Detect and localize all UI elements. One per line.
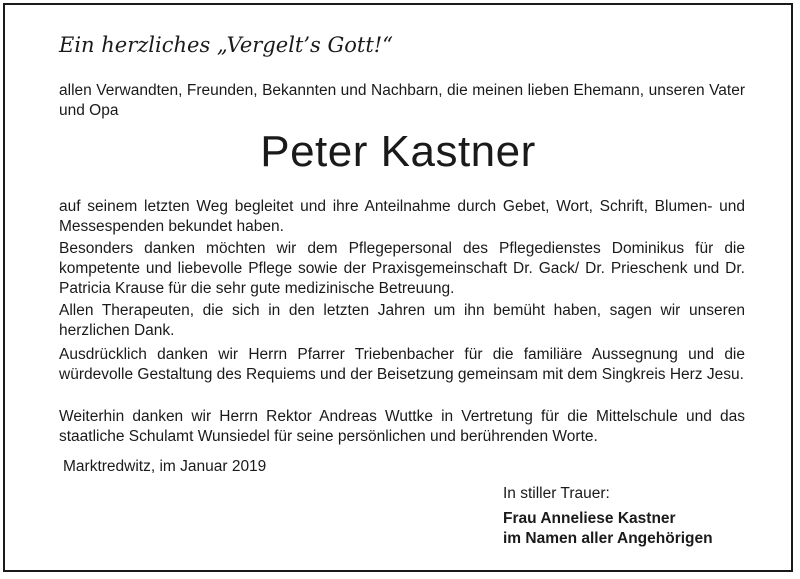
paragraph-5: Weiterhin danken wir Herrn Rektor Andreas Wuttke in Vertretung für die Mittelschule und das staatliche Schulamt Wunsiedel für seine persönlichen und berührenden Worte.	[59, 408, 745, 445]
intro-text: allen Verwandten, Freunden, Bekannten und Nachbarn, die meinen lieben Ehemann, unseren Vater und Opa	[59, 82, 745, 119]
obituary-card	[3, 3, 793, 572]
paragraph-1: auf seinem letzten Weg begleitet und ihre Anteilnahme durch Gebet, Wort, Schrift, Blumen- und Messespenden bekundet haben.	[59, 198, 745, 235]
paragraph-3: Allen Therapeuten, die sich in den letzten Jahren um ihn bemüht haben, sagen wir unseren herzlichen Dank.	[59, 302, 745, 339]
signature-name: Frau Anneliese Kastner	[503, 510, 676, 527]
paragraph-4: Ausdrücklich danken wir Herrn Pfarrer Triebenbacher für die familiäre Aussegnung und die würdevolle Gestaltung des Requiems und der Beisetzung gemeinsam mit dem Singkreis Herz Jesu.	[59, 346, 745, 383]
place-date: Marktredwitz, im Januar 2019	[63, 458, 267, 475]
thanks-heading: Ein herzliches „Vergelt’s Gott!“	[59, 33, 393, 57]
paragraph-2: Besonders danken möchten wir dem Pflegepersonal des Pflegedienstes Dominikus für die kompetente und liebevolle Pflege sowie der Praxisgemeinschaft Dr. Gack/ Dr. Prieschenk und Dr. Patricia Krause für die sehr gute medizinische Betreuung.	[59, 240, 745, 297]
signature-family: im Namen aller Angehörigen	[503, 530, 713, 547]
deceased-name: Peter Kastner	[260, 127, 536, 176]
signature-intro: In stiller Trauer:	[503, 485, 610, 502]
